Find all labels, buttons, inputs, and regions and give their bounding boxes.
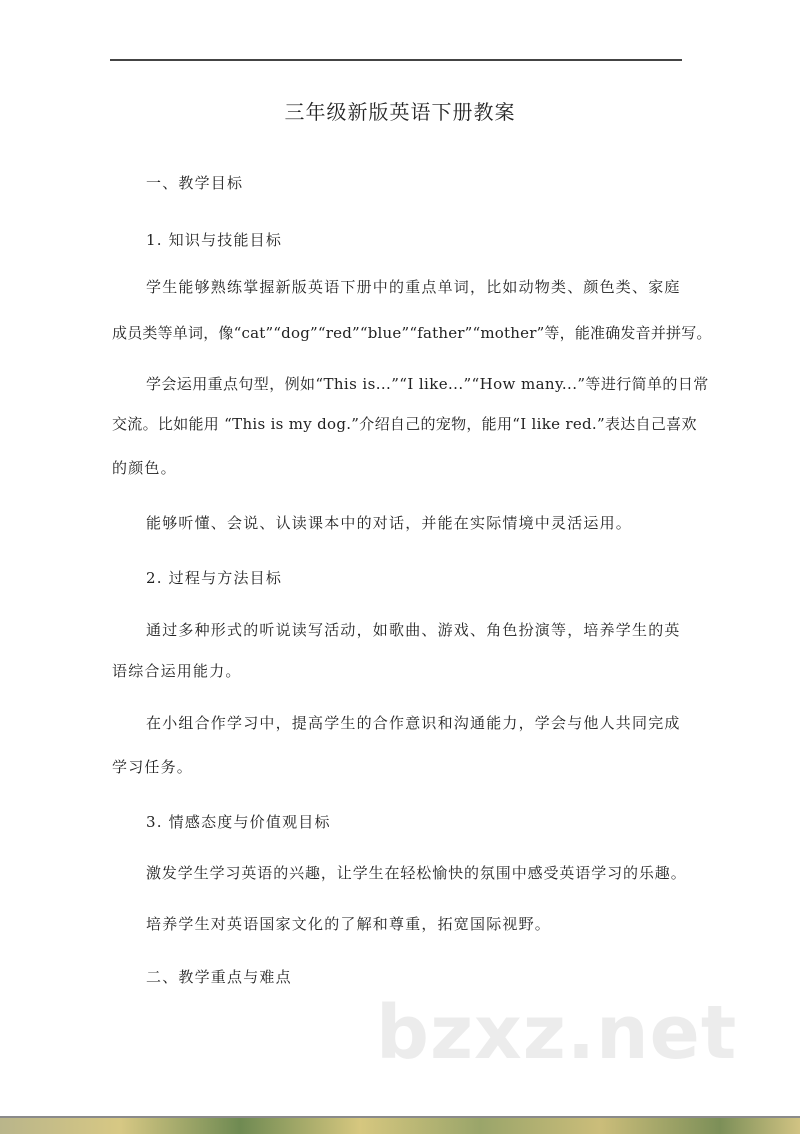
- paragraph-line: 学会运用重点句型，例如“This is...”“I like...”“How many...”等进行简单的日常: [146, 375, 709, 393]
- paragraph-line: 交流。比如能用 “This is my dog.”介绍自己的宠物，能用“I like red.”表达自己喜欢: [112, 415, 697, 433]
- paragraph-line: 学习任务。: [112, 758, 194, 776]
- paragraph-line: 学生能够熟练掌握新版英语下册中的重点单词，比如动物类、颜色类、家庭: [146, 278, 681, 296]
- site-watermark: bzxz.net: [376, 990, 738, 1076]
- paragraph-line: 培养学生对英语国家文化的了解和尊重，拓宽国际视野。: [146, 915, 552, 933]
- paragraph-line: 能够听懂、会说、认读课本中的对话，并能在实际情境中灵活运用。: [146, 514, 633, 532]
- subheading-attitudes-values: 3. 情感态度与价值观目标: [146, 813, 331, 831]
- subheading-process-methods: 2. 过程与方法目标: [146, 569, 283, 587]
- paragraph-line: 激发学生学习英语的兴趣，让学生在轻松愉快的氛围中感受英语学习的乐趣。: [146, 864, 687, 882]
- section-heading-objectives: 一、教学目标: [146, 174, 244, 192]
- paragraph-line: 在小组合作学习中，提高学生的合作意识和沟通能力，学会与他人共同完成: [146, 714, 681, 732]
- document-title: 三年级新版英语下册教案: [284, 100, 516, 124]
- paragraph-line: 的颜色。: [112, 459, 177, 477]
- section-heading-key-points: 二、教学重点与难点: [146, 968, 292, 986]
- paragraph-line: 成员类等单词，像“cat”“dog”“red”“blue”“father”“mother”等，能准确发音并拼写。: [112, 324, 712, 342]
- header-rule: [110, 59, 682, 61]
- background-image-strip: [0, 1118, 800, 1134]
- subheading-knowledge-skills: 1. 知识与技能目标: [146, 231, 283, 249]
- paragraph-line: 通过多种形式的听说读写活动，如歌曲、游戏、角色扮演等，培养学生的英: [146, 621, 681, 639]
- paragraph-line: 语综合运用能力。: [112, 662, 242, 680]
